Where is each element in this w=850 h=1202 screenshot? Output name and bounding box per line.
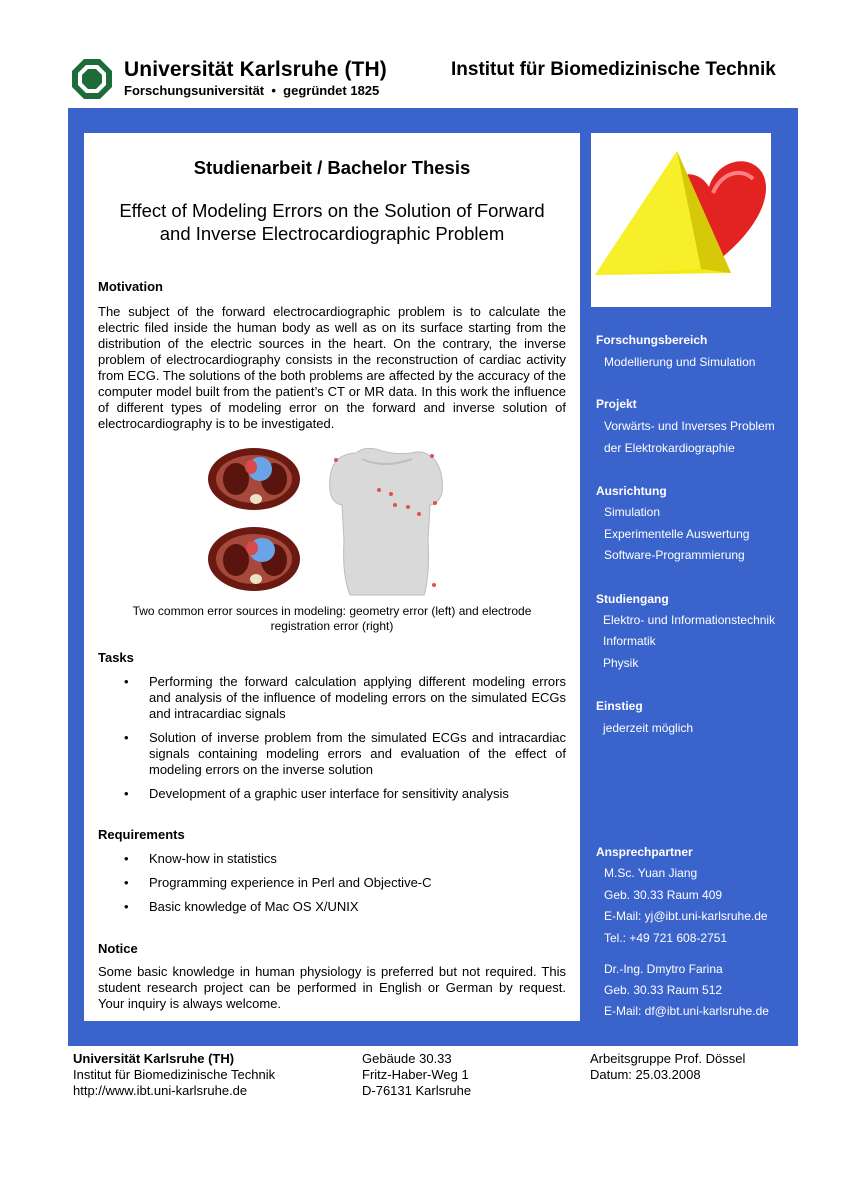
contact-email-link[interactable]: E-Mail: yj@ibt.uni-karlsruhe.de — [604, 909, 768, 923]
requirements-list — [98, 851, 566, 915]
university-subtitle: Forschungsuniversität • gegründet 1825 — [124, 83, 380, 98]
sidebar-text: Physik — [603, 656, 639, 670]
university-name: Universität Karlsruhe (TH) — [124, 58, 387, 81]
footer-building: Gebäude 30.33 — [362, 1051, 452, 1066]
list-item: • Development of a graphic user interface for sensitivity analysis — [124, 786, 509, 801]
figure-caption: Two common error sources in modeling: geometry error (left) and electrode registration error (right) — [132, 604, 532, 633]
sidebar-text: Modellierung und Simulation — [604, 355, 756, 369]
university-logo — [72, 59, 112, 99]
footer-website-link[interactable]: http://www.ibt.uni-karlsruhe.de — [73, 1083, 248, 1098]
sidebar-heading-projekt: Projekt — [596, 397, 637, 411]
contact-name: M.Sc. Yuan Jiang — [604, 866, 698, 880]
motivation-text: The subject of the forward electrocardiographic problem is to calculate the electric filed inside the human body as well as on its surface starting from the distribution of the electric sources in the heart. On the contrary, the inverse problem of electrocardiography consists in the reconstruction of cardiac activity from ECG. The solutions of the both problems are affected by the accuracy of the computer model built from the patient’s CT or MR data. In this work the influence of different types of modeling error on the forward and inverse solution of electrocardiography is to be investigated. — [98, 304, 566, 431]
sidebar-text: jederzeit möglich — [603, 721, 694, 735]
modeling-error-figure — [208, 445, 454, 600]
list-item: • Programming experience in Perl and Objective-C — [124, 875, 432, 890]
torso-slice-top — [208, 448, 300, 510]
footer-col-group — [590, 1051, 745, 1083]
footer-street: Fritz-Haber-Weg 1 — [362, 1067, 469, 1082]
footer-col-university — [73, 1051, 275, 1099]
heart-image-box — [591, 133, 771, 307]
motivation-heading: Motivation — [98, 279, 163, 294]
sidebar-heading-forschungsbereich: Forschungsbereich — [596, 333, 708, 347]
sidebar-heading-einstieg: Einstieg — [596, 699, 643, 713]
sidebar-text: Informatik — [603, 634, 656, 648]
sidebar-heading-contact: Ansprechpartner — [596, 845, 693, 859]
list-item: • Performing the forward calculation applying different modeling errors and analysis of the influence of modeling errors on the simulated ECGs and intracardiac signals — [124, 674, 566, 721]
requirements-heading: Requirements — [98, 827, 185, 842]
institute-name: Institut für Biomedizinische Technik — [451, 59, 776, 80]
heart-triangle-icon — [591, 133, 771, 307]
thesis-title: Effect of Modeling Errors on the Solution of Forward and Inverse Electrocardiographic Problem — [119, 200, 545, 244]
list-item: • Know-how in statistics — [124, 851, 277, 866]
sidebar-heading-studiengang: Studiengang — [596, 592, 669, 606]
sidebar-text: Experimentelle Auswertung — [604, 527, 750, 541]
footer-university-name: Universität Karlsruhe (TH) — [73, 1051, 235, 1066]
sidebar-text: Simulation — [604, 505, 661, 519]
sidebar-text: Software-Programmierung — [604, 548, 745, 562]
sidebar-text: Vorwärts- und Inverses Problem — [604, 419, 775, 433]
notice-heading: Notice — [98, 941, 138, 956]
torso-3d — [330, 448, 443, 595]
thesis-type: Studienarbeit / Bachelor Thesis — [193, 157, 471, 178]
main-panel — [84, 133, 580, 1021]
contact-email-link[interactable]: E-Mail: df@ibt.uni-karlsruhe.de — [604, 1004, 769, 1018]
contact-phone: Tel.: +49 721 608-2751 — [604, 931, 728, 945]
notice-text: Some basic knowledge in human physiology is preferred but not required. This student research project can be performed in English or German by request. Your inquiry is always welcome. — [98, 964, 566, 1011]
sidebar-heading-ausrichtung: Ausrichtung — [596, 484, 667, 498]
footer-col-address — [362, 1051, 471, 1099]
sidebar-text: der Elektrokardiographie — [604, 441, 735, 455]
sidebar-text: Elektro- und Informationstechnik — [603, 613, 776, 627]
contact-name: Dr.-Ing. Dmytro Farina — [604, 962, 723, 976]
torso-slice-bottom — [208, 527, 300, 591]
footer-institute: Institut für Biomedizinische Technik — [73, 1067, 276, 1082]
footer-date: Datum: 25.03.2008 — [590, 1067, 701, 1082]
tasks-list — [98, 674, 566, 802]
list-item: • Basic knowledge of Mac OS X/UNIX — [124, 899, 359, 914]
tasks-heading: Tasks — [98, 650, 134, 665]
list-item: • Solution of inverse problem from the simulated ECGs and intracardiac signals containing modeling errors and evaluation of the effect of modeling errors on the inverse solution — [124, 730, 566, 777]
footer-group: Arbeitsgruppe Prof. Dössel — [590, 1051, 746, 1066]
contact-room: Geb. 30.33 Raum 512 — [604, 983, 723, 997]
footer-city: D-76131 Karlsruhe — [362, 1083, 472, 1098]
contact-room: Geb. 30.33 Raum 409 — [604, 888, 723, 902]
